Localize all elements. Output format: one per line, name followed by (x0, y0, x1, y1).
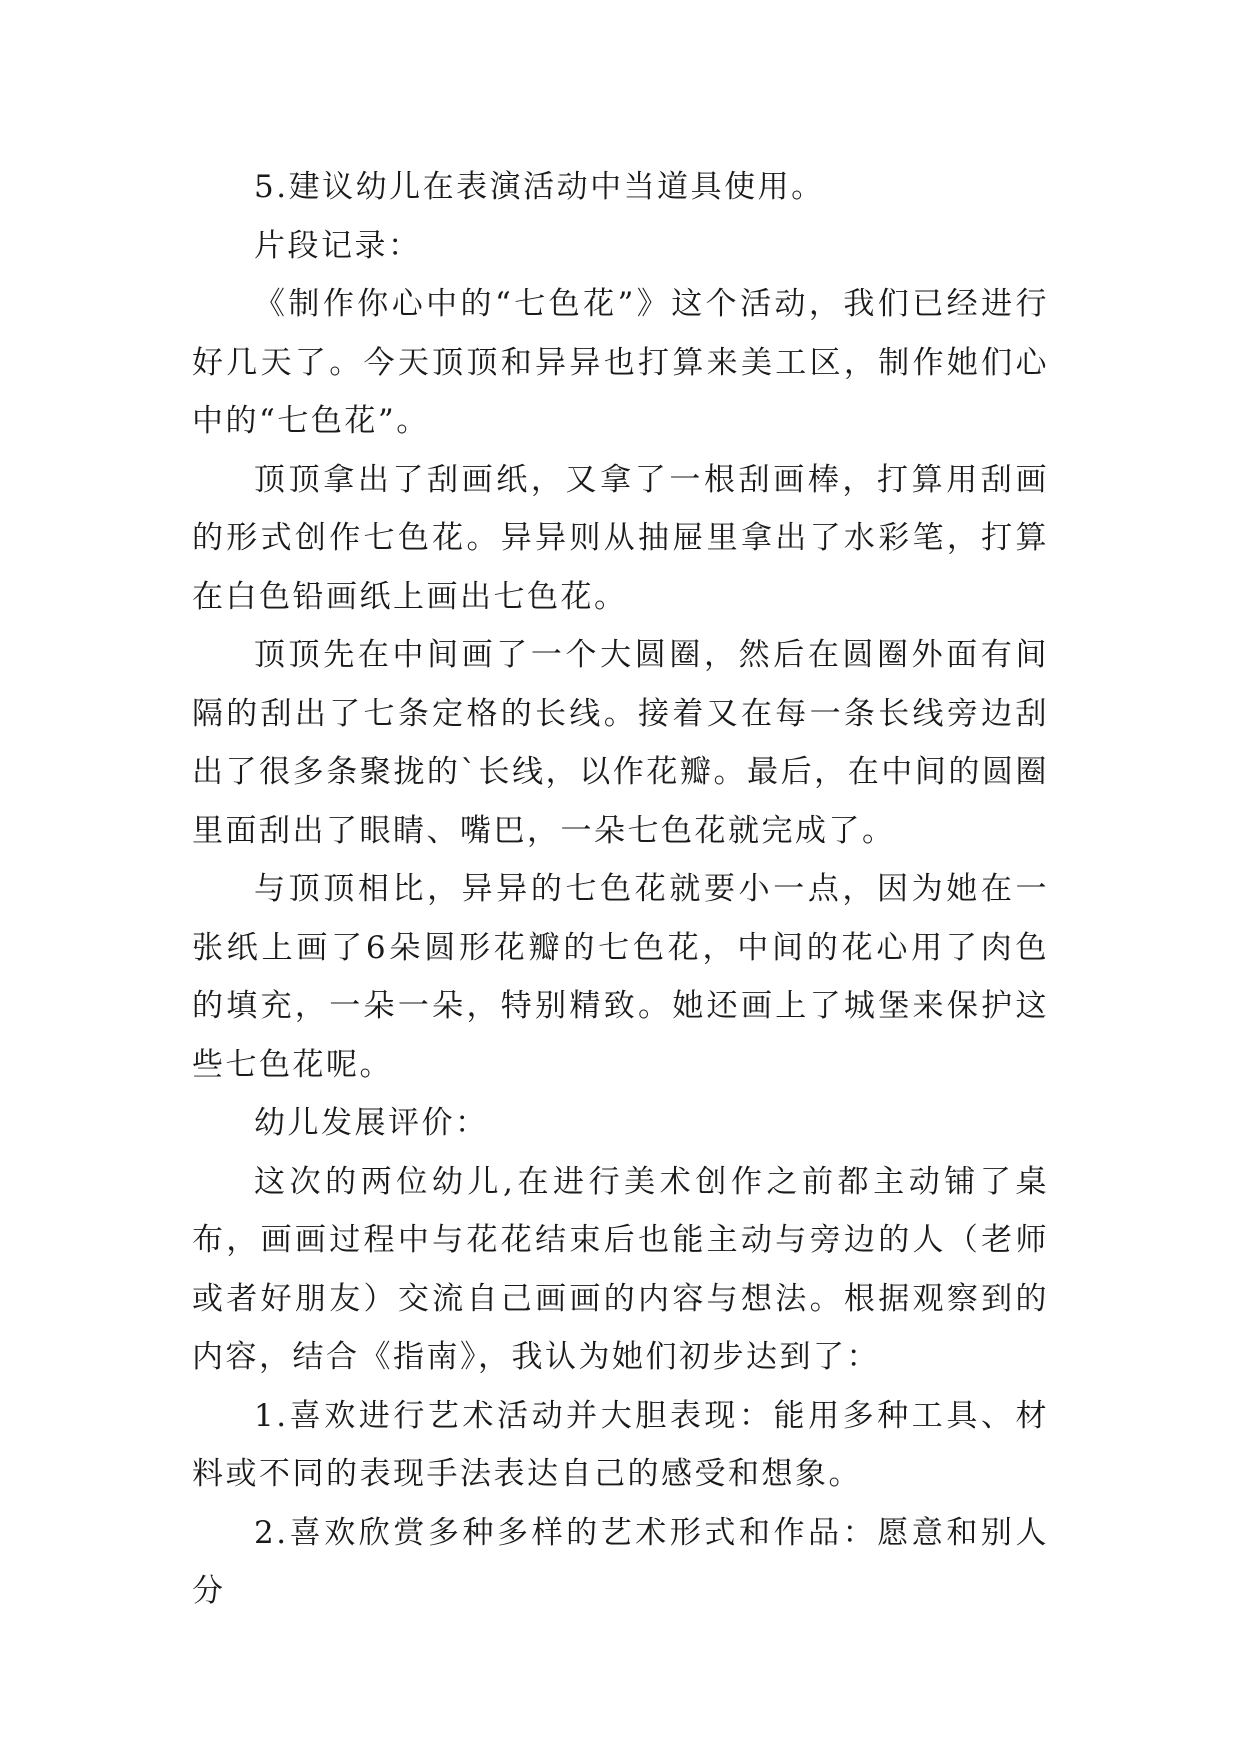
paragraph-materials: 顶顶拿出了刮画纸，又拿了一根刮画棒，打算用刮画的形式创作七色花。异异则从抽屉里拿出了水彩笔，打算在白色铅画纸上画出七色花。 (192, 461, 1049, 615)
document-body (192, 158, 1049, 1621)
paragraph-goal-2: 2.喜欢欣赏多种多样的艺术形式和作品：愿意和别人分 (192, 1514, 1049, 1609)
paragraph-dingding-process: 顶顶先在中间画了一个大圆圈，然后在圆圈外面有间隔的刮出了七条定格的长线。接着又在每一条长线旁边刮出了很多条聚拢的`长线，以作花瓣。最后，在中间的圆圈里面刮出了眼睛、嘴巴，一朵七色花就完成了。 (192, 637, 1049, 849)
paragraph-activity-intro: 《制作你心中的“七色花”》这个活动，我们已经进行好几天了。今天顶顶和异异也打算来美工区，制作她们心中的“七色花”。 (192, 286, 1049, 439)
paragraph-evaluation: 这次的两位幼儿,在进行美术创作之前都主动铺了桌布，画画过程中与花花结束后也能主动与旁边的人（老师或者好朋友）交流自己画画的内容与想法。根据观察到的内容，结合《指南》，我认为她们初步达到了： (192, 1163, 1049, 1375)
paragraph-goal-1: 1.喜欢进行艺术活动并大胆表现：能用多种工具、材料或不同的表现手法表达自己的感受和想象。 (192, 1397, 1049, 1492)
paragraph-suggestion-5: 5.建议幼儿在表演活动中当道具使用。 (254, 169, 825, 205)
paragraph-yiyi-comparison: 与顶顶相比，异异的七色花就要小一点，因为她在一张纸上画了6朵圆形花瓣的七色花，中间的花心用了肉色的填充，一朵一朵，特别精致。她还画上了城堡来保护这些七色花呢。 (192, 871, 1049, 1083)
heading-episode-record: 片段记录： (254, 227, 422, 264)
heading-development-evaluation: 幼儿发展评价： (254, 1105, 489, 1141)
